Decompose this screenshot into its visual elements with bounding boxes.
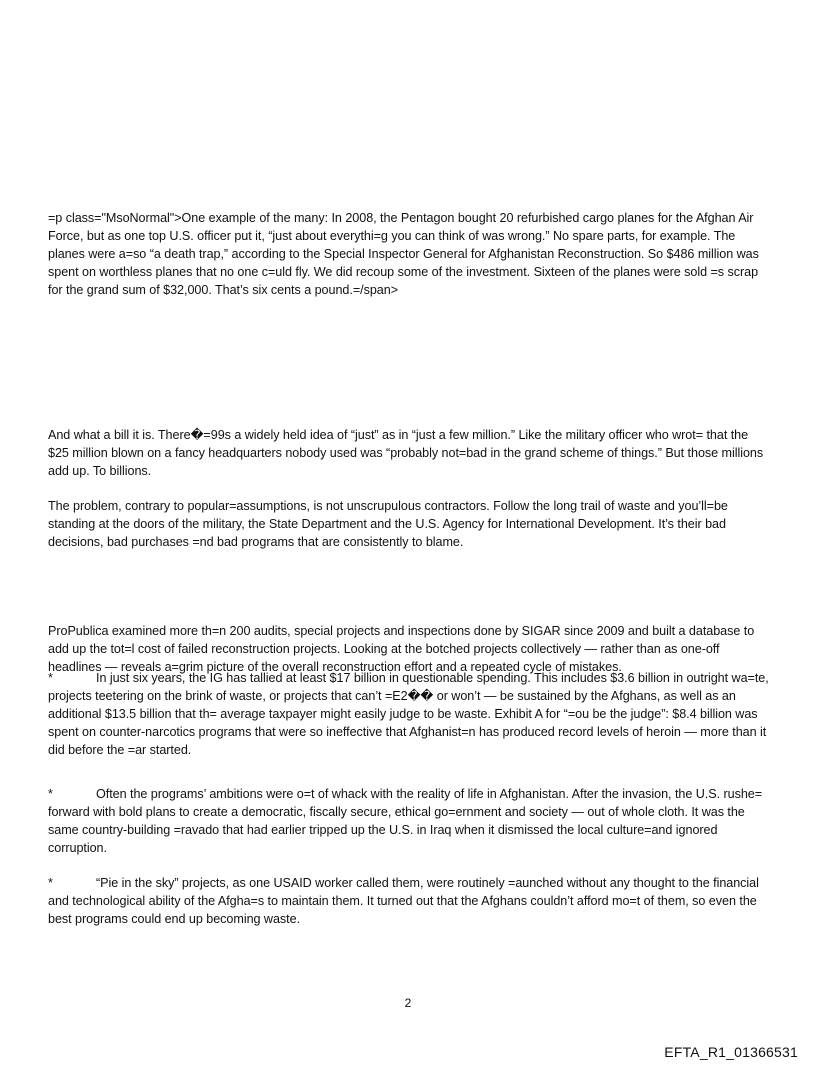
- bullet-item-pie-in-the-sky: [48, 874, 772, 928]
- bullet-marker: *: [48, 876, 53, 890]
- bullet-text: In just six years, the IG has tallied at least $17 billion in questionable spending. This includes $3.6 billion in outright wa=te, projects teetering on the brink of waste, or projects that can’t =E2�� or won’t — be sustained by the Afghans, as well as an additional $13.5 billion that th= average taxpayer might easily judge to be waste. Exhibit A for “=ou be the judge”: $8.4 billion was spent on counter-narcotics programs that were so ineffective that Afghanist=n has produced record levels of heroin — more than it did before the =ar started.: [48, 671, 769, 757]
- bullet-item-ambitions: [48, 785, 772, 857]
- document-id: EFTA_R1_01366531: [664, 1044, 798, 1060]
- paragraph-cargo-planes: =p class="MsoNormal">One example of the many: In 2008, the Pentagon bought 20 refurbished cargo planes for the Afghan Air Force, but as one top U.S. officer put it, “just about everythi=g you can think of was wrong.” No spare parts, for example. The planes were a=so “a death trap,” according to the Special Inspector General for Afghanistan Reconstruction. So $486 million was spent on worthless planes that no one c=uld fly. We did recoup some of the investment. Sixteen of the planes were sold =s scrap for the grand sum of $32,000. That’s six cents a pound.=/span>: [48, 211, 759, 297]
- bullet-text: Often the programs’ ambitions were o=t of whack with the reality of life in Afghanistan. After the invasion, the U.S. rushe= forward with bold plans to create a democratic, fiscally secure, ethical go=ernment and society — out of whole cloth. It was the same country-building =ravado that had earlier tripped up the U.S. in Iraq when it dismissed the local culture=and ignored corruption.: [48, 787, 763, 855]
- paragraph-propublica: ProPublica examined more th=n 200 audits, special projects and inspections done by SIGAR since 2009 and built a database to add up the tot=l cost of failed reconstruction projects. Looking at the botched projects collectively — rather than as one-off headlines — reveals a=grim picture of the overall reconstruction effort and a repeated cycle of mistakes.: [48, 624, 755, 674]
- paragraph-problem: The problem, contrary to popular=assumptions, is not unscrupulous contractors. Follow the long trail of waste and you’ll=be standing at the doors of the military, the State Department and the U.S. Agency for International Development. It’s their bad decisions, bad purchases =nd bad programs that are consistently to blame.: [48, 499, 728, 549]
- page-number: 2: [404, 996, 412, 1010]
- paragraph-bill: And what a bill it is. There�=99s a widely held idea of “just” as in “just a few million.” Like the military officer who wrot= that the $25 million blown on a fancy headquarters nobody used was “probably not=bad in the grand scheme of things.” But those millions add up. To billions.: [48, 428, 764, 478]
- bullet-item-questionable-spending: [48, 669, 772, 759]
- bullet-marker: *: [48, 671, 53, 685]
- bullet-marker: *: [48, 787, 53, 801]
- bullet-text: “Pie in the sky” projects, as one USAID worker called them, were routinely =aunched without any thought to the financial and technological ability of the Afgha=s to maintain them. It turned out that the Afghans couldn’t afford mo=t of them, so even the best programs could end up becoming waste.: [48, 876, 759, 926]
